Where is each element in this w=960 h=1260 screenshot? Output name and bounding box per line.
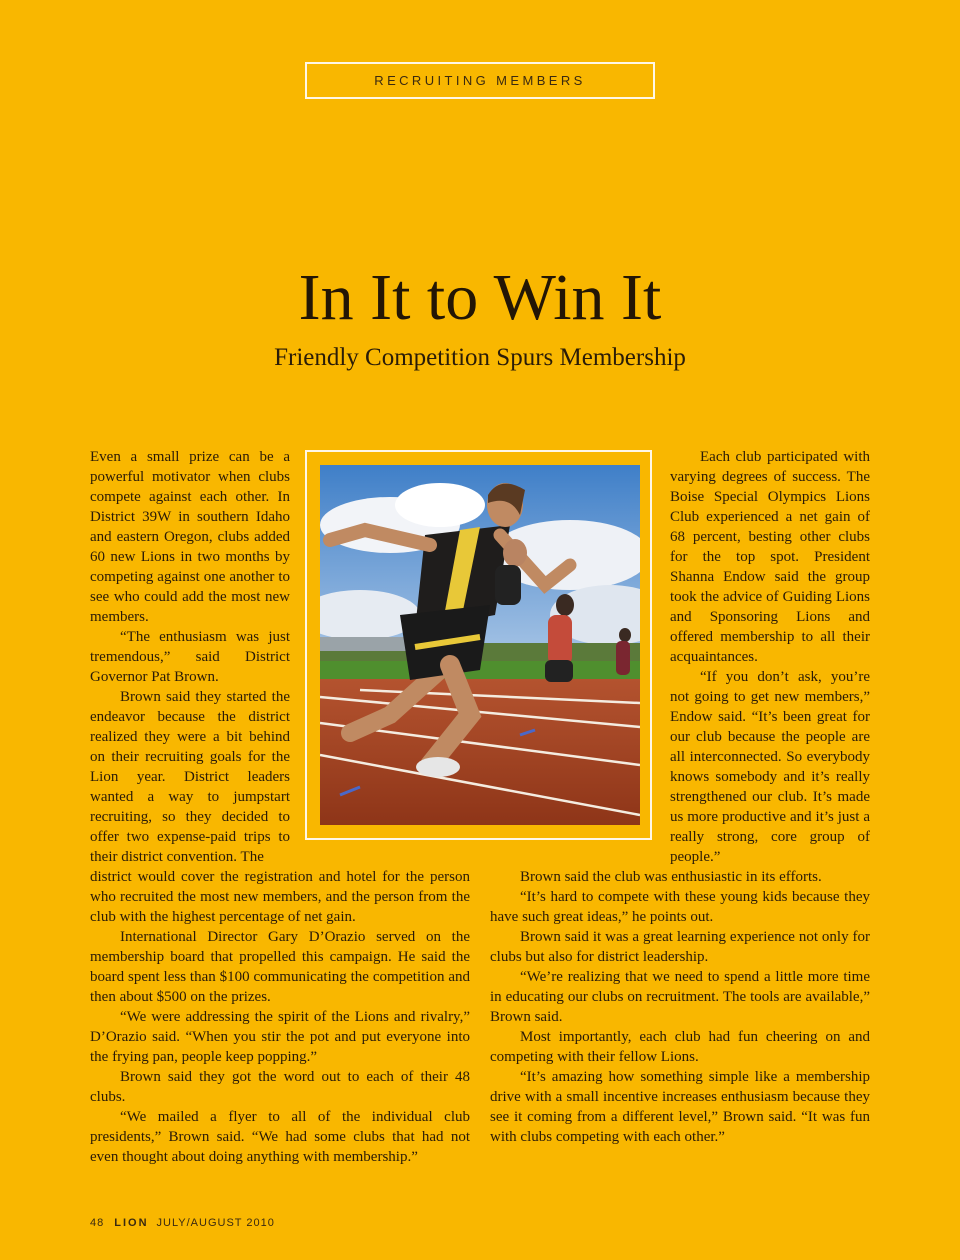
body-paragraph: Even a small prize can be a powerful motivator when clubs compete against each other. In District 39W in southern Idaho and eastern Oregon, clubs added 60 new Lions in two months by competing against one another to see who could add the most new members. [90,449,290,625]
body-paragraph: International Director Gary D’Orazio served on the membership board that propelled this campaign. He said the board spent less than $100 communicating the competition and then about $500 on the prizes. [90,929,470,1005]
left-column-wide [90,867,470,1167]
body-paragraph: “It’s hard to compete with these young kids because they have such great ideas,” he points out. [490,889,870,925]
sprinters-photo [320,465,640,825]
left-column-narrow [90,447,290,867]
body-paragraph: district would cover the registration and hotel for the person who recruited the most new members, and the person from the club with the highest percentage of net gain. [90,869,470,925]
section-label: RECRUITING MEMBERS [374,73,586,88]
article-subtitle: Friendly Competition Spurs Membership [274,344,686,371]
body-paragraph: Brown said they got the word out to each of their 48 clubs. [90,1069,470,1105]
issue-date: JULY/AUGUST 2010 [156,1217,275,1229]
page-footer [90,1217,275,1229]
article-title: In It to Win It [298,261,662,334]
page-number: 48 [90,1217,105,1229]
body-paragraph: Brown said they started the endeavor because the district realized they were a bit behind on their recruiting goals for the Lion year. District leaders wanted a way to jumpstart recruiting, so they decided to offer two expense-paid trips to their district convention. The [90,689,290,865]
body-paragraph: Each club participated with varying degrees of success. The Boise Special Olympics Lions Club experienced a net gain of 68 percent, besting other clubs for the top spot. President Shanna Endow said the group took the advice of Guiding Lions and Sponsoring Lions and offered membership to all their acquaintances. [670,449,870,665]
body-paragraph: “The enthusiasm was just tremendous,” said District Governor Pat Brown. [90,629,290,685]
body-paragraph: “It’s amazing how something simple like a membership drive with a small incentive increases enthusiasm because they see it coming from a different level,” Brown said. “It was fun with clubs competing with each other.” [490,1069,870,1145]
right-column-wide [490,867,870,1147]
body-paragraph: “If you don’t ask, you’re not going to get new members,” Endow said. “It’s been great for our club because the people are all interconnected. So everybody knows somebody and it’s really strengthened our club. It’s made us more productive and it’s just a really strong, core group of people.” [670,669,870,865]
body-paragraph: Brown said the club was enthusiastic in its efforts. [520,869,822,885]
body-paragraph: Brown said it was a great learning experience not only for clubs but also for district leadership. [490,929,870,965]
section-label-box [305,62,655,99]
body-paragraph: “We mailed a flyer to all of the individual club presidents,” Brown said. “We had some clubs that had not even thought about doing anything with membership.” [90,1109,470,1165]
body-paragraph: “We’re realizing that we need to spend a little more time in educating our clubs on recruitment. The tools are available,” Brown said. [490,969,870,1025]
body-paragraph: “We were addressing the spirit of the Lions and rivalry,” D’Orazio said. “When you stir the pot and put everyone into the frying pan, people keep popping.” [90,1009,470,1065]
magazine-brand: LION [114,1217,149,1229]
right-column-narrow [670,447,870,867]
body-paragraph: Most importantly, each club had fun cheering on and competing with their fellow Lions. [490,1029,870,1065]
